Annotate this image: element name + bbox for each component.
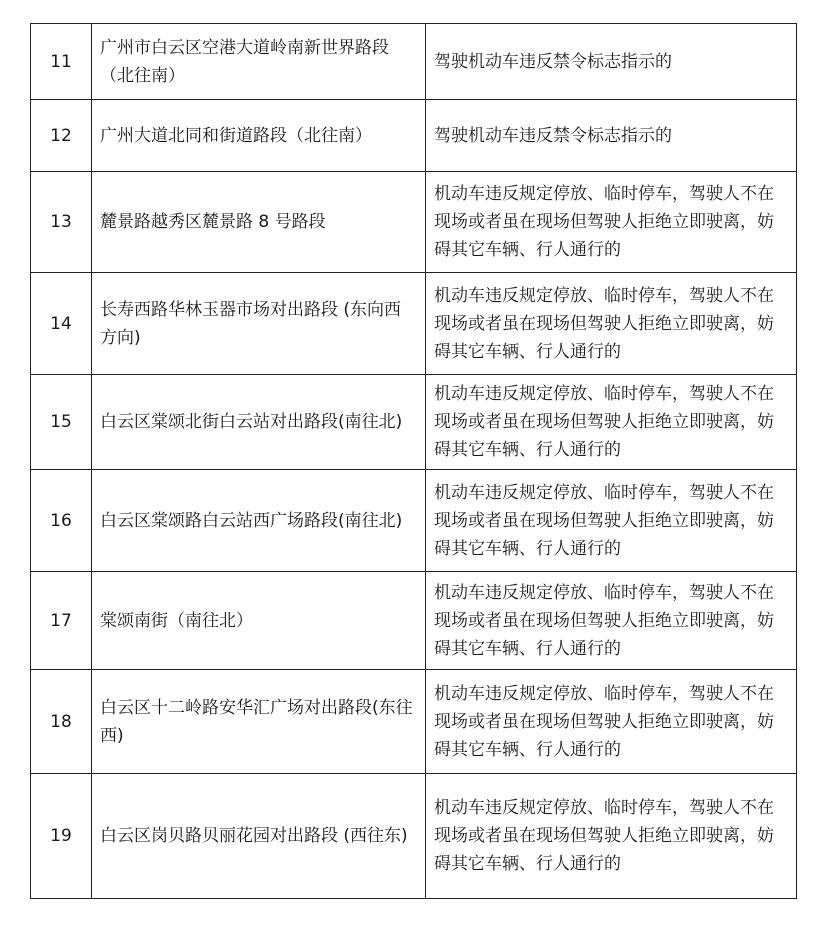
table-row <box>31 670 797 774</box>
table-row <box>31 375 797 470</box>
table-row <box>31 172 797 273</box>
row-location: 麓景路越秀区麓景路 8 号路段 <box>92 172 426 273</box>
row-violation: 机动车违反规定停放、临时停车，驾驶人不在现场或者虽在现场但驾驶人拒绝立即驶离，妨碍其它车辆、行人通行的 <box>426 273 797 375</box>
table-row <box>31 100 797 172</box>
row-number: 11 <box>31 24 92 100</box>
row-location: 白云区岗贝路贝丽花园对出路段 (西往东) <box>92 774 426 899</box>
table-row <box>31 774 797 899</box>
row-location: 白云区十二岭路安华汇广场对出路段(东往西) <box>92 670 426 774</box>
row-violation: 机动车违反规定停放、临时停车，驾驶人不在现场或者虽在现场但驾驶人拒绝立即驶离，妨碍其它车辆、行人通行的 <box>426 670 797 774</box>
row-violation: 驾驶机动车违反禁令标志指示的 <box>426 24 797 100</box>
row-violation: 机动车违反规定停放、临时停车，驾驶人不在现场或者虽在现场但驾驶人拒绝立即驶离，妨碍其它车辆、行人通行的 <box>426 774 797 899</box>
row-violation: 机动车违反规定停放、临时停车，驾驶人不在现场或者虽在现场但驾驶人拒绝立即驶离，妨碍其它车辆、行人通行的 <box>426 172 797 273</box>
row-violation: 机动车违反规定停放、临时停车，驾驶人不在现场或者虽在现场但驾驶人拒绝立即驶离，妨碍其它车辆、行人通行的 <box>426 375 797 470</box>
row-location: 广州大道北同和街道路段（北往南） <box>92 100 426 172</box>
row-number: 17 <box>31 572 92 670</box>
row-number: 16 <box>31 470 92 572</box>
row-violation: 驾驶机动车违反禁令标志指示的 <box>426 100 797 172</box>
row-location: 白云区棠颂路白云站西广场路段(南往北) <box>92 470 426 572</box>
row-number: 13 <box>31 172 92 273</box>
row-number: 18 <box>31 670 92 774</box>
table-row <box>31 24 797 100</box>
row-violation: 机动车违反规定停放、临时停车，驾驶人不在现场或者虽在现场但驾驶人拒绝立即驶离，妨碍其它车辆、行人通行的 <box>426 572 797 670</box>
table-row <box>31 470 797 572</box>
table-row <box>31 572 797 670</box>
violation-locations-table <box>30 23 797 899</box>
row-location: 棠颂南街（南往北） <box>92 572 426 670</box>
row-location: 广州市白云区空港大道岭南新世界路段（北往南） <box>92 24 426 100</box>
table-row <box>31 273 797 375</box>
row-number: 19 <box>31 774 92 899</box>
row-number: 15 <box>31 375 92 470</box>
row-number: 14 <box>31 273 92 375</box>
row-violation: 机动车违反规定停放、临时停车，驾驶人不在现场或者虽在现场但驾驶人拒绝立即驶离，妨碍其它车辆、行人通行的 <box>426 470 797 572</box>
row-location: 白云区棠颂北街白云站对出路段(南往北) <box>92 375 426 470</box>
row-location: 长寿西路华林玉器市场对出路段 (东向西方向) <box>92 273 426 375</box>
row-number: 12 <box>31 100 92 172</box>
